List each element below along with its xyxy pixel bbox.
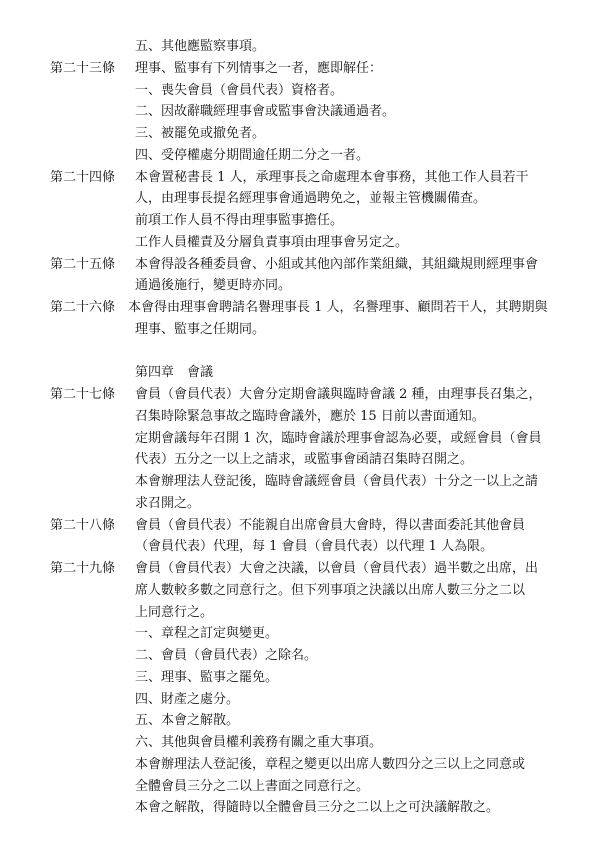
text-line [0, 188, 610, 210]
text-line [0, 449, 610, 471]
body-text: 定期會議每年召開 1 次，臨時會議於理事會認為必要，或經會員（會員 [135, 430, 542, 446]
text-line [0, 732, 610, 754]
text-line [0, 232, 610, 254]
text-line [0, 602, 610, 624]
text-line [0, 754, 610, 776]
text-line [0, 254, 610, 276]
article-number: 第二十七條 [50, 387, 116, 402]
text-line [0, 58, 610, 80]
article-text: 會員（會員代表）大會分定期會議與臨時會議 2 種，由理事長召集之， [135, 387, 542, 402]
article-number: 第二十九條 [50, 561, 116, 576]
body-text: 求召開之。 [135, 495, 201, 511]
text-line [0, 710, 610, 732]
text-line [0, 297, 610, 319]
article-number: 第二十四條 [50, 169, 116, 185]
article-number: 第二十六條 [50, 300, 116, 315]
text-line [0, 80, 610, 102]
article-text: 會員（會員代表）大會之決議，以會員（會員代表）過半數之出席，出 [135, 561, 539, 576]
body-text: 三、理事、監事之罷免。 [135, 669, 279, 685]
body-text: 人，由理事長提名經理事會通過聘免之，並報主管機關備查。 [135, 191, 487, 207]
body-text: 本會辦理法人登記後，臨時會議經會員（會員代表）十分之一以上之請 [135, 474, 539, 489]
text-line [0, 210, 610, 232]
article-text: 理事、監事有下列情事之一者，應即解任： [135, 60, 383, 76]
body-text: 代表）五分之一以上之請求，或監事會函請召集時召開之。 [135, 452, 474, 468]
article-number: 第二十三條 [50, 60, 116, 76]
text-line [0, 275, 610, 297]
body-text: 本會之解散，得隨時以全體會員三分之二以上之可決議解散之。 [135, 800, 500, 816]
article-text: 本會得設各種委員會、小組或其他內部作業組織，其組織規則經理事會 [135, 256, 539, 272]
body-text: 五、本會之解散。 [135, 713, 240, 729]
text-line [0, 689, 610, 711]
body-text: 二、會員（會員代表）之除名。 [135, 648, 318, 663]
text-line [0, 776, 610, 798]
text-line [0, 515, 610, 537]
text-line [0, 645, 610, 667]
body-text: 工作人員權責及分層負責事項由理事會另定之。 [135, 234, 409, 250]
text-line [0, 341, 610, 363]
body-text: 四、受停權處分期間逾任期二分之一者。 [135, 147, 370, 163]
body-text: 三、被罷免或撤免者。 [135, 126, 266, 141]
body-text: 二、因故辭職經理事會或監事會決議通過者。 [135, 104, 396, 120]
text-line [0, 493, 610, 515]
body-text: 召集時除緊急事故之臨時會議外，應於 15 日前以書面通知。 [135, 408, 485, 424]
body-text: 六、其他與會員權利義務有關之重大事項。 [135, 735, 383, 750]
body-text: 第四章 會議 [135, 365, 214, 381]
body-text: 一、喪失會員（會員代表）資格者。 [135, 82, 344, 98]
text-line [0, 471, 610, 493]
article-number: 第二十五條 [50, 256, 116, 272]
article-text: 會員（會員代表）不能親自出席會員大會時，得以書面委託其他會員 [135, 517, 526, 533]
text-line [0, 145, 610, 167]
text-line [0, 167, 610, 189]
text-line [0, 558, 610, 580]
text-line [0, 384, 610, 406]
text-line [0, 36, 610, 58]
text-line [0, 101, 610, 123]
text-line [0, 428, 610, 450]
text-line [0, 797, 610, 819]
body-text: 五、其他應監察事項。 [135, 39, 266, 54]
body-text: （會員代表）代理，每 1 會員（會員代表）以代理 1 人為限。 [135, 539, 494, 555]
article-text: 本會置秘書長 1 人，承理事長之命處理本會事務，其他工作人員若干 [135, 169, 529, 185]
text-line [0, 319, 610, 341]
body-text: 一、章程之訂定與變更。 [135, 626, 279, 642]
body-text: 席人數較多數之同意行之。但下列事項之決議以出席人數三分之二以 [135, 582, 526, 598]
body-text: 四、財產之處分。 [135, 691, 240, 707]
text-line [0, 536, 610, 558]
body-text: 本會辦理法人登記後，章程之變更以出席人數四分之三以上之同意或 [135, 756, 526, 772]
text-line [0, 580, 610, 602]
text-line [0, 667, 610, 689]
body-text: 上同意行之。 [135, 604, 214, 620]
text-line [0, 362, 610, 384]
body-text: 前項工作人員不得由理事監事擔任。 [135, 213, 344, 228]
article-number: 第二十八條 [50, 517, 116, 533]
text-line [0, 406, 610, 428]
body-text: 通過後施行，變更時亦同。 [135, 278, 292, 294]
article-text: 本會得由理事會聘請名譽理事長 1 人，名譽理事、顧問若干人，其聘期與 [128, 300, 548, 315]
body-text: 全體會員三分之二以上書面之同意行之。 [135, 778, 370, 794]
text-line [0, 623, 610, 645]
body-text: 理事、監事之任期同。 [135, 321, 266, 337]
text-line [0, 123, 610, 145]
